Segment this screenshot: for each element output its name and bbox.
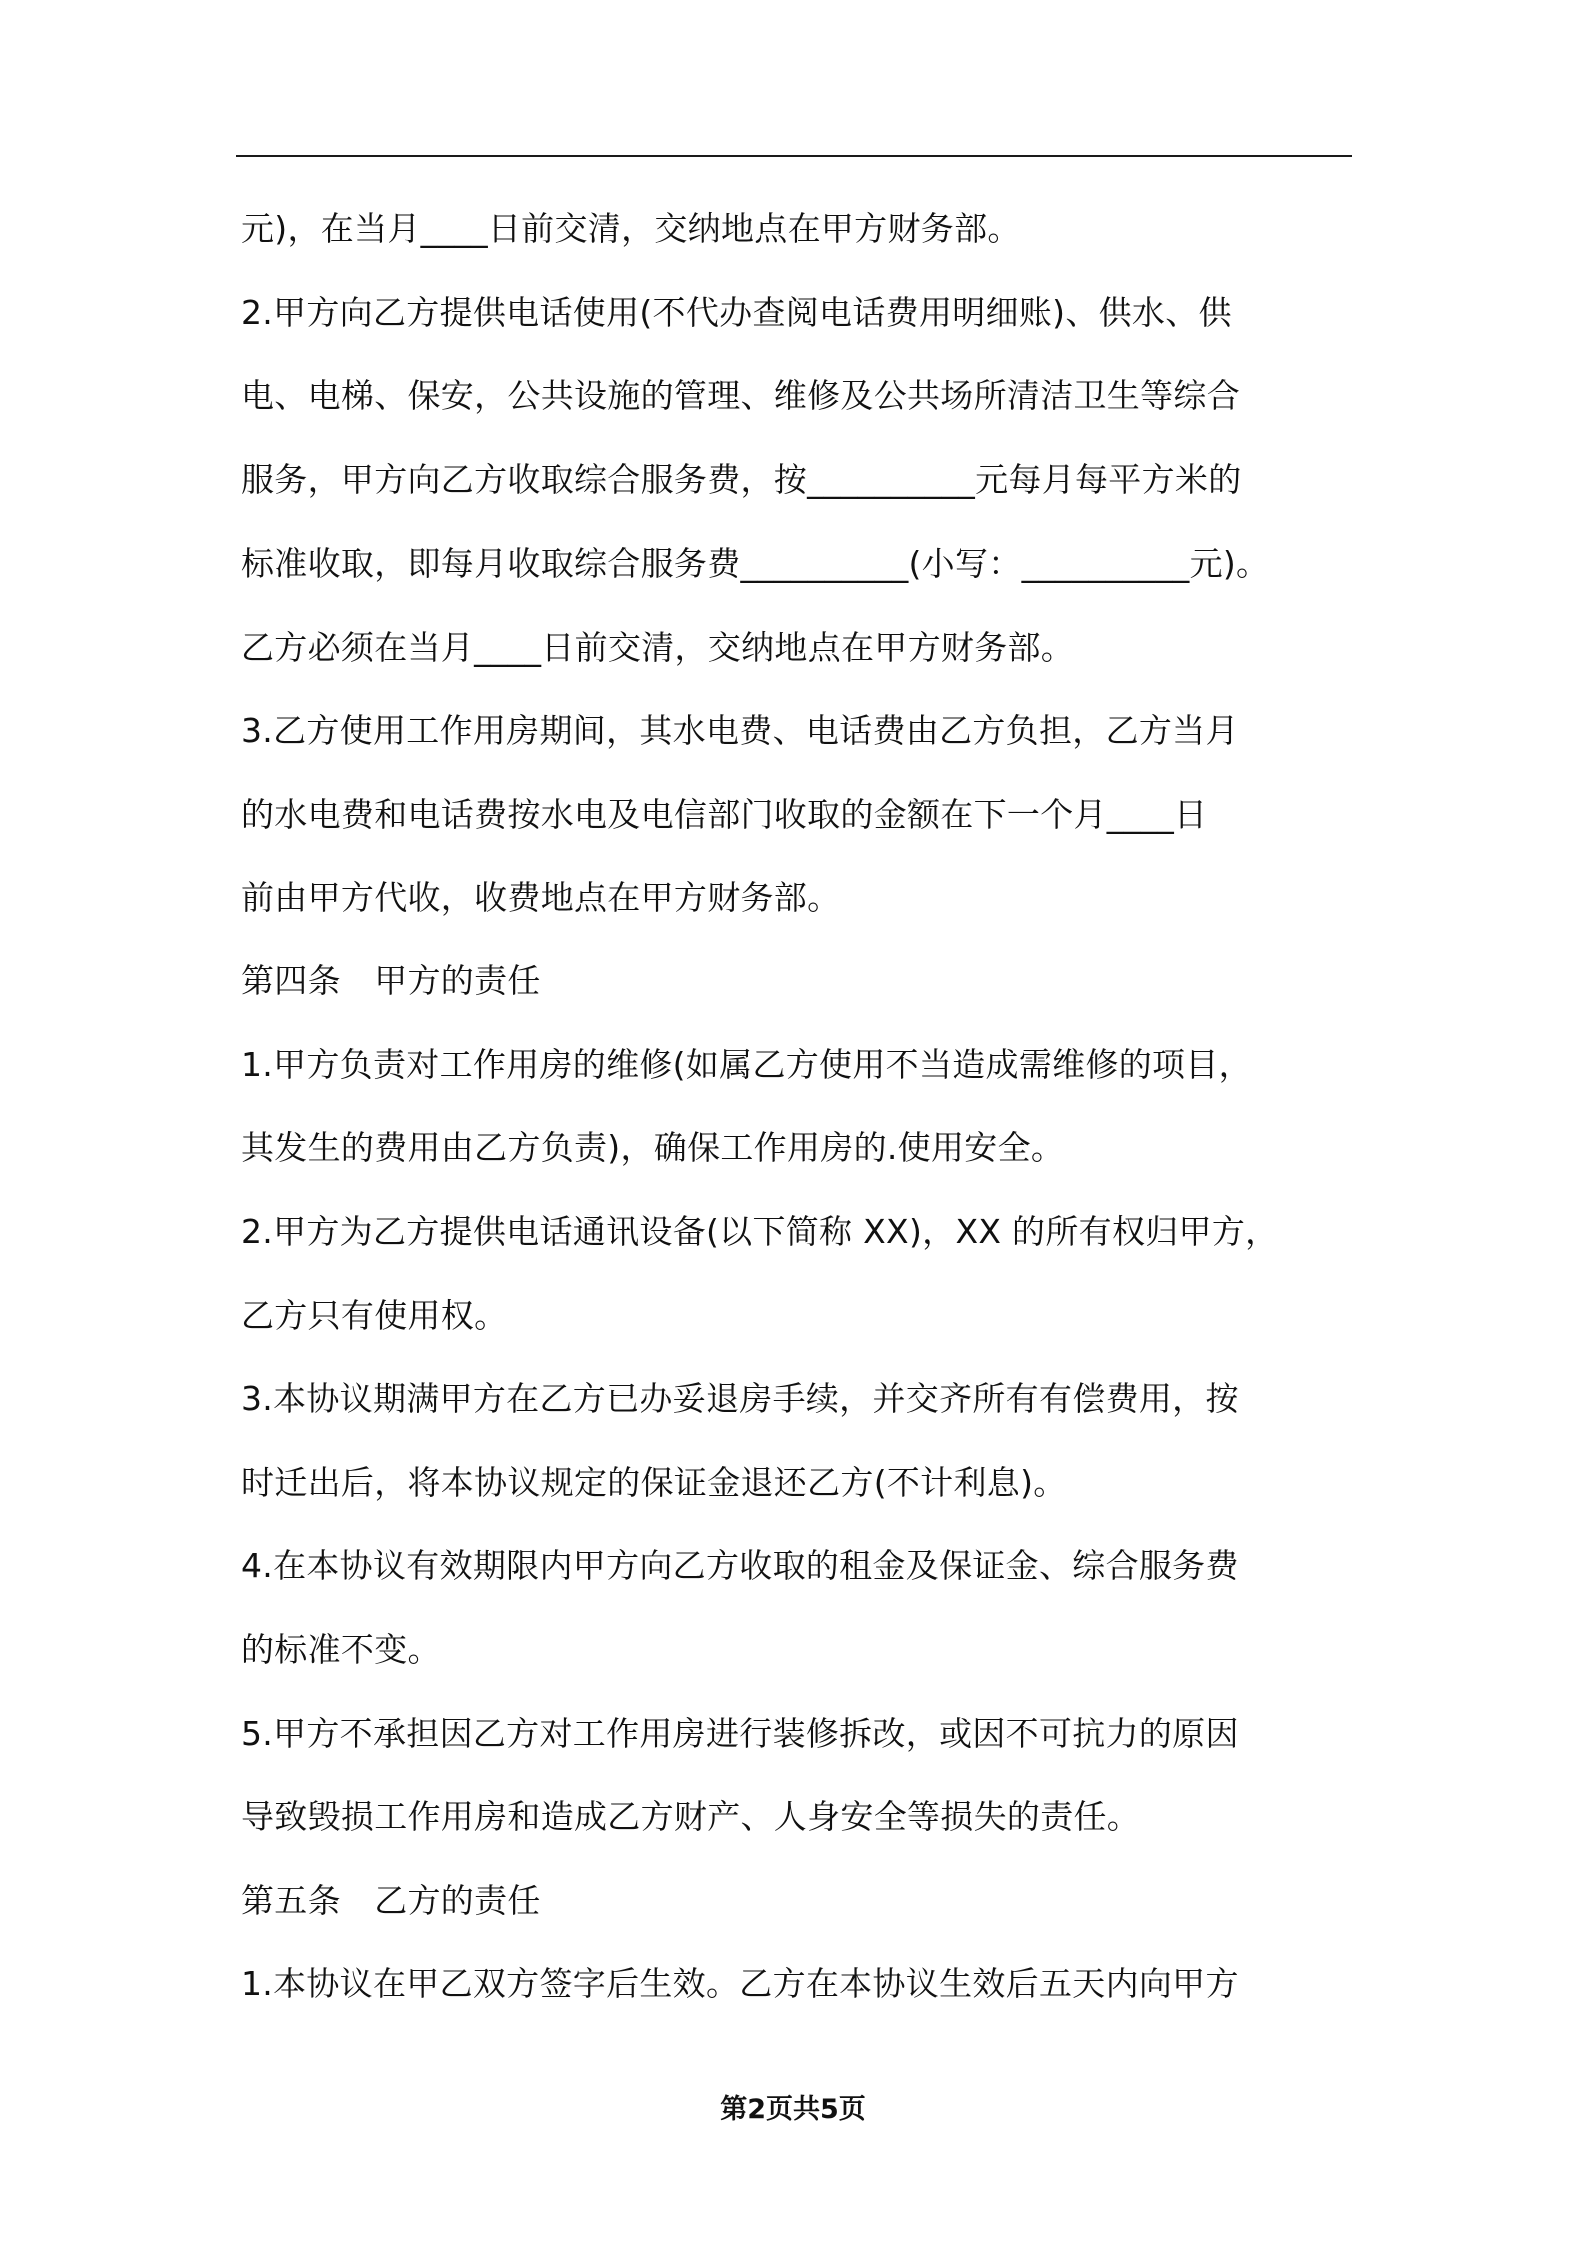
text-line: 其发生的费用由乙方负责)，确保工作用房的.使用安全。 (241, 1128, 1065, 1167)
text-line: 3.本协议期满甲方在乙方已办妥退房手续，并交齐所有有偿费用，按 (241, 1379, 1239, 1418)
text-line: 乙方只有使用权。 (241, 1296, 508, 1335)
section-heading: 第五条 乙方的责任 (241, 1881, 541, 1920)
text-line: 2.甲方为乙方提供电话通讯设备(以下简称 XX)，XX 的所有权归甲方， (241, 1212, 1279, 1251)
text-line: 3.乙方使用工作用房期间，其水电费、电话费由乙方负担，乙方当月 (241, 711, 1239, 750)
text-line: 4.在本协议有效期限内甲方向乙方收取的租金及保证金、综合服务费 (241, 1546, 1239, 1585)
text-line: 元)，在当月____日前交清，交纳地点在甲方财务部。 (241, 209, 1021, 248)
text-line: 服务，甲方向乙方收取综合服务费，按__________元每月每平方米的 (241, 460, 1242, 499)
text-line: 1.甲方负责对工作用房的维修(如属乙方使用不当造成需维修的项目， (241, 1045, 1252, 1084)
text-line: 的水电费和电话费按水电及电信部门收取的金额在下一个月____日 (241, 795, 1208, 834)
text-line: 电、电梯、保安，公共设施的管理、维修及公共场所清洁卫生等综合 (241, 376, 1240, 415)
text-line: 的标准不变。 (241, 1630, 441, 1669)
text-line: 5.甲方不承担因乙方对工作用房进行装修拆改，或因不可抗力的原因 (241, 1714, 1239, 1753)
header-rule (236, 155, 1352, 157)
text-line: 时迁出后，将本协议规定的保证金退还乙方(不计利息)。 (241, 1463, 1067, 1502)
text-line: 导致毁损工作用房和造成乙方财产、人身安全等损失的责任。 (241, 1797, 1141, 1836)
text-line: 2.甲方向乙方提供电话使用(不代办查阅电话费用明细账)、供水、供 (241, 293, 1232, 332)
text-line: 前由甲方代收，收费地点在甲方财务部。 (241, 878, 841, 917)
text-line: 乙方必须在当月____日前交清，交纳地点在甲方财务部。 (241, 628, 1075, 667)
text-line: 标准收取，即每月收取综合服务费__________(小写：__________元)。 (241, 544, 1270, 583)
page-number-footer: 第2页共5页 (720, 2094, 866, 2125)
text-line: 1.本协议在甲乙双方签字后生效。乙方在本协议生效后五天内向甲方 (241, 1964, 1239, 2003)
section-heading: 第四条 甲方的责任 (241, 961, 541, 1000)
